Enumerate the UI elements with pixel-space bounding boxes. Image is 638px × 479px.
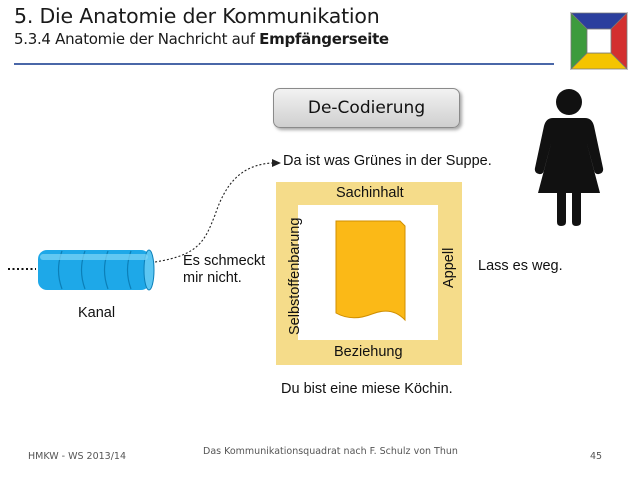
sachinhalt-label: Sachinhalt: [336, 185, 404, 201]
arrowhead-icon: [272, 159, 281, 167]
kommunikationsquadrat-logo-icon: [571, 13, 627, 69]
decode-path-arrow: [155, 163, 272, 262]
footer-source: Das Kommunikationsquadrat nach F. Schulz von Thun: [203, 446, 458, 457]
beziehung-label: Beziehung: [334, 344, 403, 360]
message-text: [183, 253, 265, 287]
subtitle-prefix: 5.3.4 Anatomie der Nachricht auf: [14, 30, 260, 48]
document-icon: [336, 221, 405, 320]
page-number: 45: [590, 451, 603, 462]
message-line-2: mir nicht.: [183, 270, 242, 286]
woman-icon: [535, 89, 603, 226]
channel-label: Kanal: [78, 305, 116, 321]
subtitle-bold: Empfängerseite: [259, 30, 389, 48]
footer-semester: HMKW - WS 2013/14: [28, 451, 127, 462]
channel-cylinder: [38, 250, 154, 290]
appell-label: Appell: [441, 247, 457, 288]
decode-label: De-Codierung: [273, 88, 460, 128]
selbstoffenbarung-label: Selbstoffenbarung: [287, 217, 303, 335]
slide-title: 5. Die Anatomie der Kommunikation: [14, 4, 380, 28]
sachinhalt-interpretation: Da ist was Grünes in der Suppe.: [283, 153, 492, 169]
message-line-1: Es schmeckt: [183, 253, 266, 269]
appell-interpretation: Lass es weg.: [478, 258, 563, 274]
beziehung-interpretation: Du bist eine miese Köchin.: [281, 381, 453, 397]
